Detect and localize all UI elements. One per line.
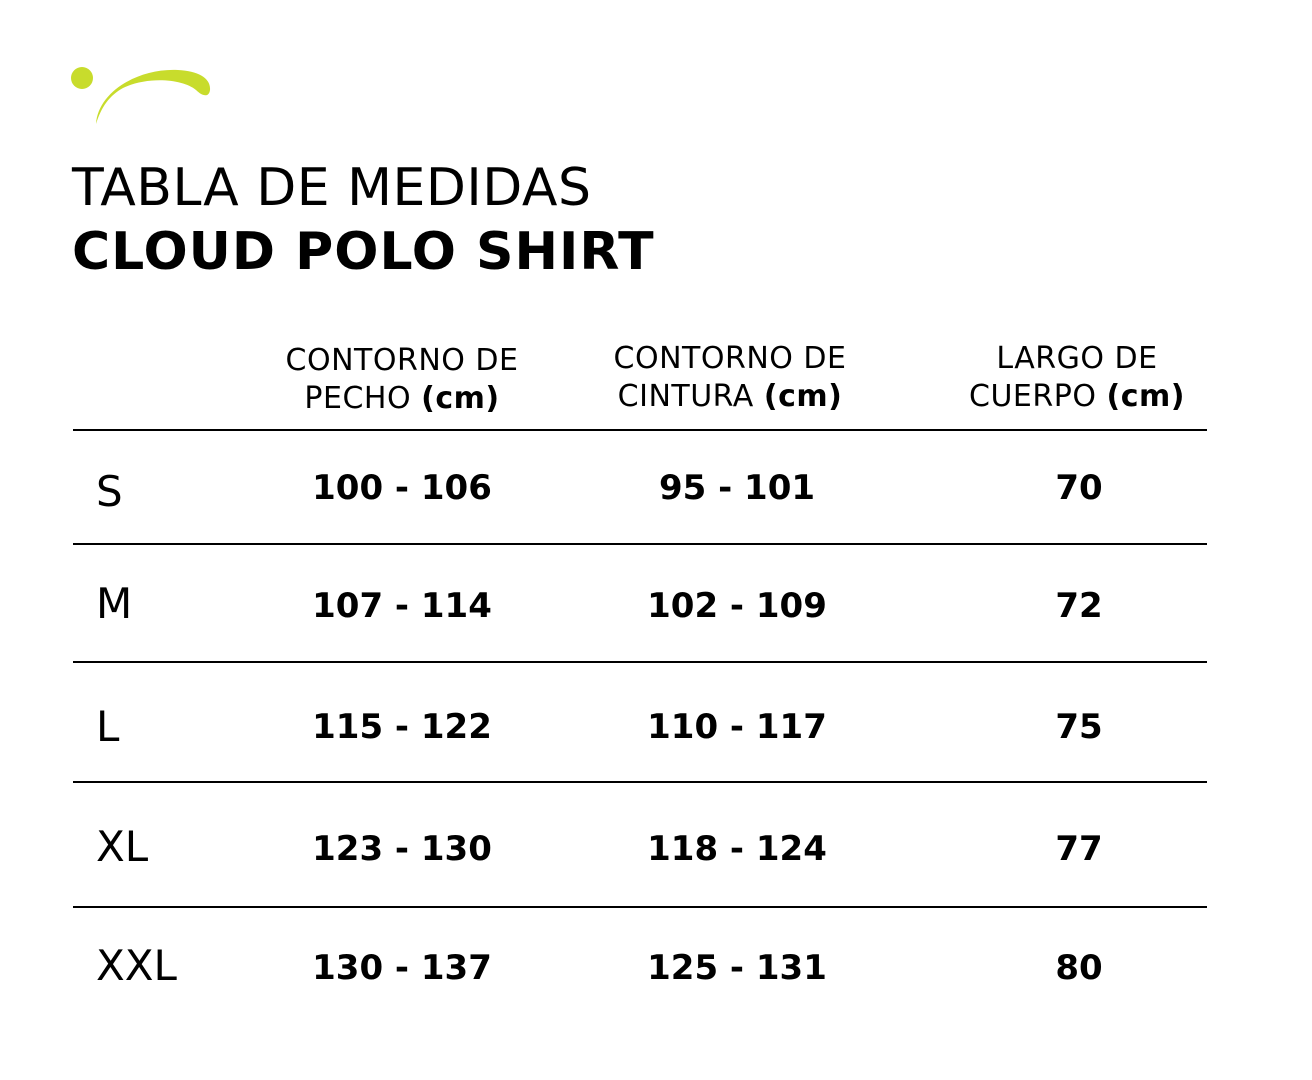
waist-value: 118 - 124 bbox=[647, 829, 827, 869]
size-label: M bbox=[96, 579, 133, 628]
waist-value: 102 - 109 bbox=[647, 586, 827, 626]
column-header-line: CONTORNO DE bbox=[613, 341, 847, 376]
table-row-xl bbox=[0, 817, 1312, 877]
column-header-text: PECHO bbox=[304, 381, 412, 416]
column-header-line: CONTORNO DE bbox=[285, 343, 519, 378]
column-header-waist bbox=[580, 340, 880, 416]
size-label: L bbox=[96, 702, 120, 751]
chest-value: 115 - 122 bbox=[312, 707, 492, 747]
length-value: 80 bbox=[1055, 948, 1103, 988]
table-row-m bbox=[0, 574, 1312, 634]
column-header-text: CUERPO bbox=[969, 379, 1097, 414]
column-header-line bbox=[927, 378, 1227, 416]
column-header-chest bbox=[252, 342, 552, 418]
column-header-line bbox=[580, 378, 880, 416]
size-label: S bbox=[96, 467, 123, 516]
length-value: 75 bbox=[1055, 707, 1103, 747]
column-header-text: CINTURA bbox=[617, 379, 754, 414]
size-label: XXL bbox=[96, 941, 177, 990]
column-header-unit: (cm) bbox=[421, 381, 500, 416]
column-header-line bbox=[252, 380, 552, 418]
column-header-unit: (cm) bbox=[1106, 379, 1185, 414]
table-row-s bbox=[0, 458, 1312, 518]
page-title-product: CLOUD POLO SHIRT bbox=[72, 222, 655, 282]
swoosh-logo-icon bbox=[68, 62, 214, 128]
chest-value: 123 - 130 bbox=[312, 829, 492, 869]
page-title-line1: TABLA DE MEDIDAS bbox=[72, 158, 592, 218]
table-divider bbox=[73, 661, 1207, 663]
chest-value: 130 - 137 bbox=[312, 948, 492, 988]
column-header-length bbox=[927, 340, 1227, 416]
table-divider bbox=[73, 906, 1207, 908]
waist-value: 125 - 131 bbox=[647, 948, 827, 988]
column-header-line: LARGO DE bbox=[996, 341, 1158, 376]
size-label: XL bbox=[96, 822, 149, 871]
waist-value: 95 - 101 bbox=[658, 468, 816, 508]
length-value: 70 bbox=[1055, 468, 1103, 508]
table-divider bbox=[73, 543, 1207, 545]
chest-value: 107 - 114 bbox=[312, 586, 492, 626]
table-divider bbox=[73, 781, 1207, 783]
column-header-unit: (cm) bbox=[763, 379, 843, 414]
table-row-xxl bbox=[0, 936, 1312, 996]
waist-value: 110 - 117 bbox=[647, 707, 827, 747]
table-divider bbox=[73, 429, 1207, 431]
chest-value: 100 - 106 bbox=[312, 468, 492, 508]
length-value: 77 bbox=[1055, 829, 1103, 869]
length-value: 72 bbox=[1055, 586, 1103, 626]
table-row-l bbox=[0, 697, 1312, 757]
